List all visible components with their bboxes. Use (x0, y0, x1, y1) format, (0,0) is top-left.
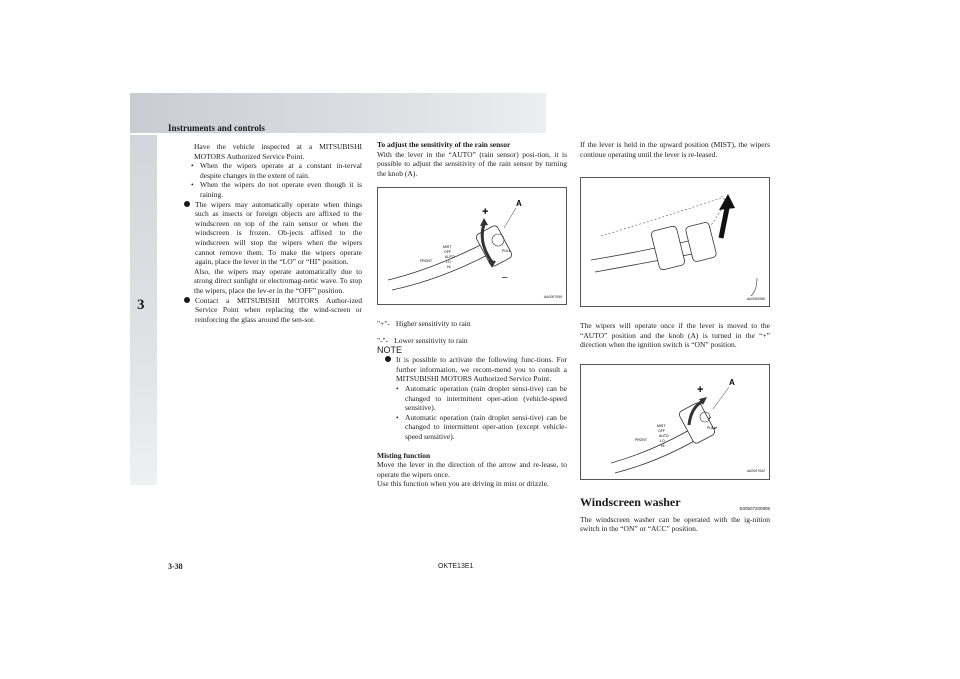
note-label: NOTE (377, 344, 403, 355)
figure-id: AA0097062 (746, 469, 765, 474)
page-number: 3-38 (168, 562, 183, 571)
figure-id: AA0050986 (746, 296, 765, 301)
paragraph: Have the vehicle inspected at a MITSUBISHI MOTORS Authorized Service Point. (194, 142, 362, 161)
knob-label-a: A (729, 377, 735, 387)
section-title: Instruments and controls (168, 123, 265, 133)
svg-text:LO: LO (446, 260, 451, 265)
washer-heading-row (580, 494, 770, 511)
legend-item: "-"- Lower sensitivity to rain (377, 335, 468, 345)
figure-sensitivity-knob (377, 187, 567, 305)
svg-text:MIST: MIST (657, 423, 666, 428)
chapter-number: 3 (137, 297, 145, 313)
document-code: OKTE13E1 (438, 563, 474, 570)
column-2 (377, 140, 567, 489)
paragraph: The windscreen washer can be operated with the ig-nition switch in the “ON” or “ACC” position. (580, 514, 770, 534)
bullet-icon: • (191, 180, 194, 190)
bullet-icon: • (396, 412, 399, 422)
svg-text:PULL: PULL (502, 249, 511, 254)
svg-text:OFF: OFF (444, 250, 451, 255)
bullet-icon: • (191, 161, 194, 171)
column-1 (184, 142, 362, 324)
section-code: E00507200905 (739, 505, 770, 511)
subheading: Misting function (377, 450, 431, 460)
paragraph: Move the lever in the direction of the arrow and re-lease, to operate the wipers once. (377, 460, 567, 479)
plus-label: + (697, 383, 704, 396)
paragraph: The wipers will operate once if the lever is moved to the “AUTO” position and the knob (A) is turned in the “+” direction when the ignition switch is “ON” position. (580, 321, 770, 350)
sub-bullet: • When the wipers operate at a constant in-terval despite changes in the extent of rain. (191, 161, 362, 180)
paragraph: With the lever in the “AUTO” (rain sensor) posi-tion, it is possible to adjust the sensitivity of the rain sensor by turning the knob (A). (377, 149, 567, 178)
bullet-item: Contact a MITSUBISHI MOTORS Author-ized Service Point when replacing the wind-screen or reinforcing the glass around the sen-sor. (184, 296, 362, 325)
plus-label: + (482, 206, 489, 219)
dot-bullet-icon (385, 356, 391, 362)
figure-auto-knob (580, 364, 770, 480)
paragraph: If the lever is held in the upward position (MIST), the wipers continue operating until the lever is re-leased. (580, 140, 770, 159)
svg-text:FRONT: FRONT (420, 259, 433, 264)
svg-text:OFF: OFF (658, 428, 665, 433)
sub-bullet: • Automatic operation (rain droplet sensi-tive) can be changed to intermittent oper-ation (except vehicle-speed sensitive). (396, 412, 567, 441)
dot-bullet-icon (184, 201, 190, 207)
svg-text:FRONT: FRONT (635, 437, 648, 442)
minus-label: – (502, 272, 508, 284)
sub-bullet: • Automatic operation (rain droplet sensi-tive) can be changed to intermittent oper-ation (vehicle-speed sensitive). (396, 383, 567, 413)
svg-text:AUTO: AUTO (659, 433, 669, 438)
bullet-item: The wipers may automatically operate when things such as insects or foreign objects are affixed to the windscreen on top of the rain sensor or when the windscreen is frozen. Ob-jects affixed to the windscreen will stop the wipers when the wipers cannot remove them. To make the wipers operate again, place the lever in the “LO” or “HI” position. (184, 200, 362, 267)
paragraph: Use this function when you are driving in mist or drizzle. (377, 479, 549, 489)
section-heading: Windscreen washer (580, 494, 681, 509)
legend (377, 319, 567, 345)
sub-bullet: • When the wipers do not operate even though it is raining. (191, 180, 362, 199)
bullet-item: It is possible to activate the following func-tions. For further information, we recom-mend you to consult a MITSUBISHI MOTORS Authorized Service Point. (385, 355, 567, 384)
subheading: To adjust the sensitivity of the rain sensor (377, 140, 511, 149)
figure-id: AA0097059 (543, 294, 562, 299)
figure-mist-lever (580, 177, 770, 307)
lever-illustration (378, 188, 566, 304)
lever-up-illustration (581, 178, 769, 306)
legend-item: "+"- Higher sensitivity to rain (377, 319, 471, 329)
paragraph: Also, the wipers may operate automatically due to strong direct sunlight or electromag-netic wave. To stop the wipers, place the lev-er in the “OFF” position. (194, 266, 362, 295)
svg-text:MIST: MIST (443, 245, 452, 250)
column-3 (580, 140, 770, 534)
svg-text:LO: LO (660, 438, 665, 443)
dot-bullet-icon (184, 297, 190, 303)
svg-text:AUTO: AUTO (445, 255, 455, 260)
lever-knob-illustration (581, 365, 769, 479)
bullet-icon: • (396, 383, 399, 393)
svg-text:PULL: PULL (707, 425, 716, 430)
knob-label-a: A (516, 199, 522, 209)
svg-text:HI: HI (661, 443, 665, 448)
svg-text:HI: HI (447, 265, 451, 270)
